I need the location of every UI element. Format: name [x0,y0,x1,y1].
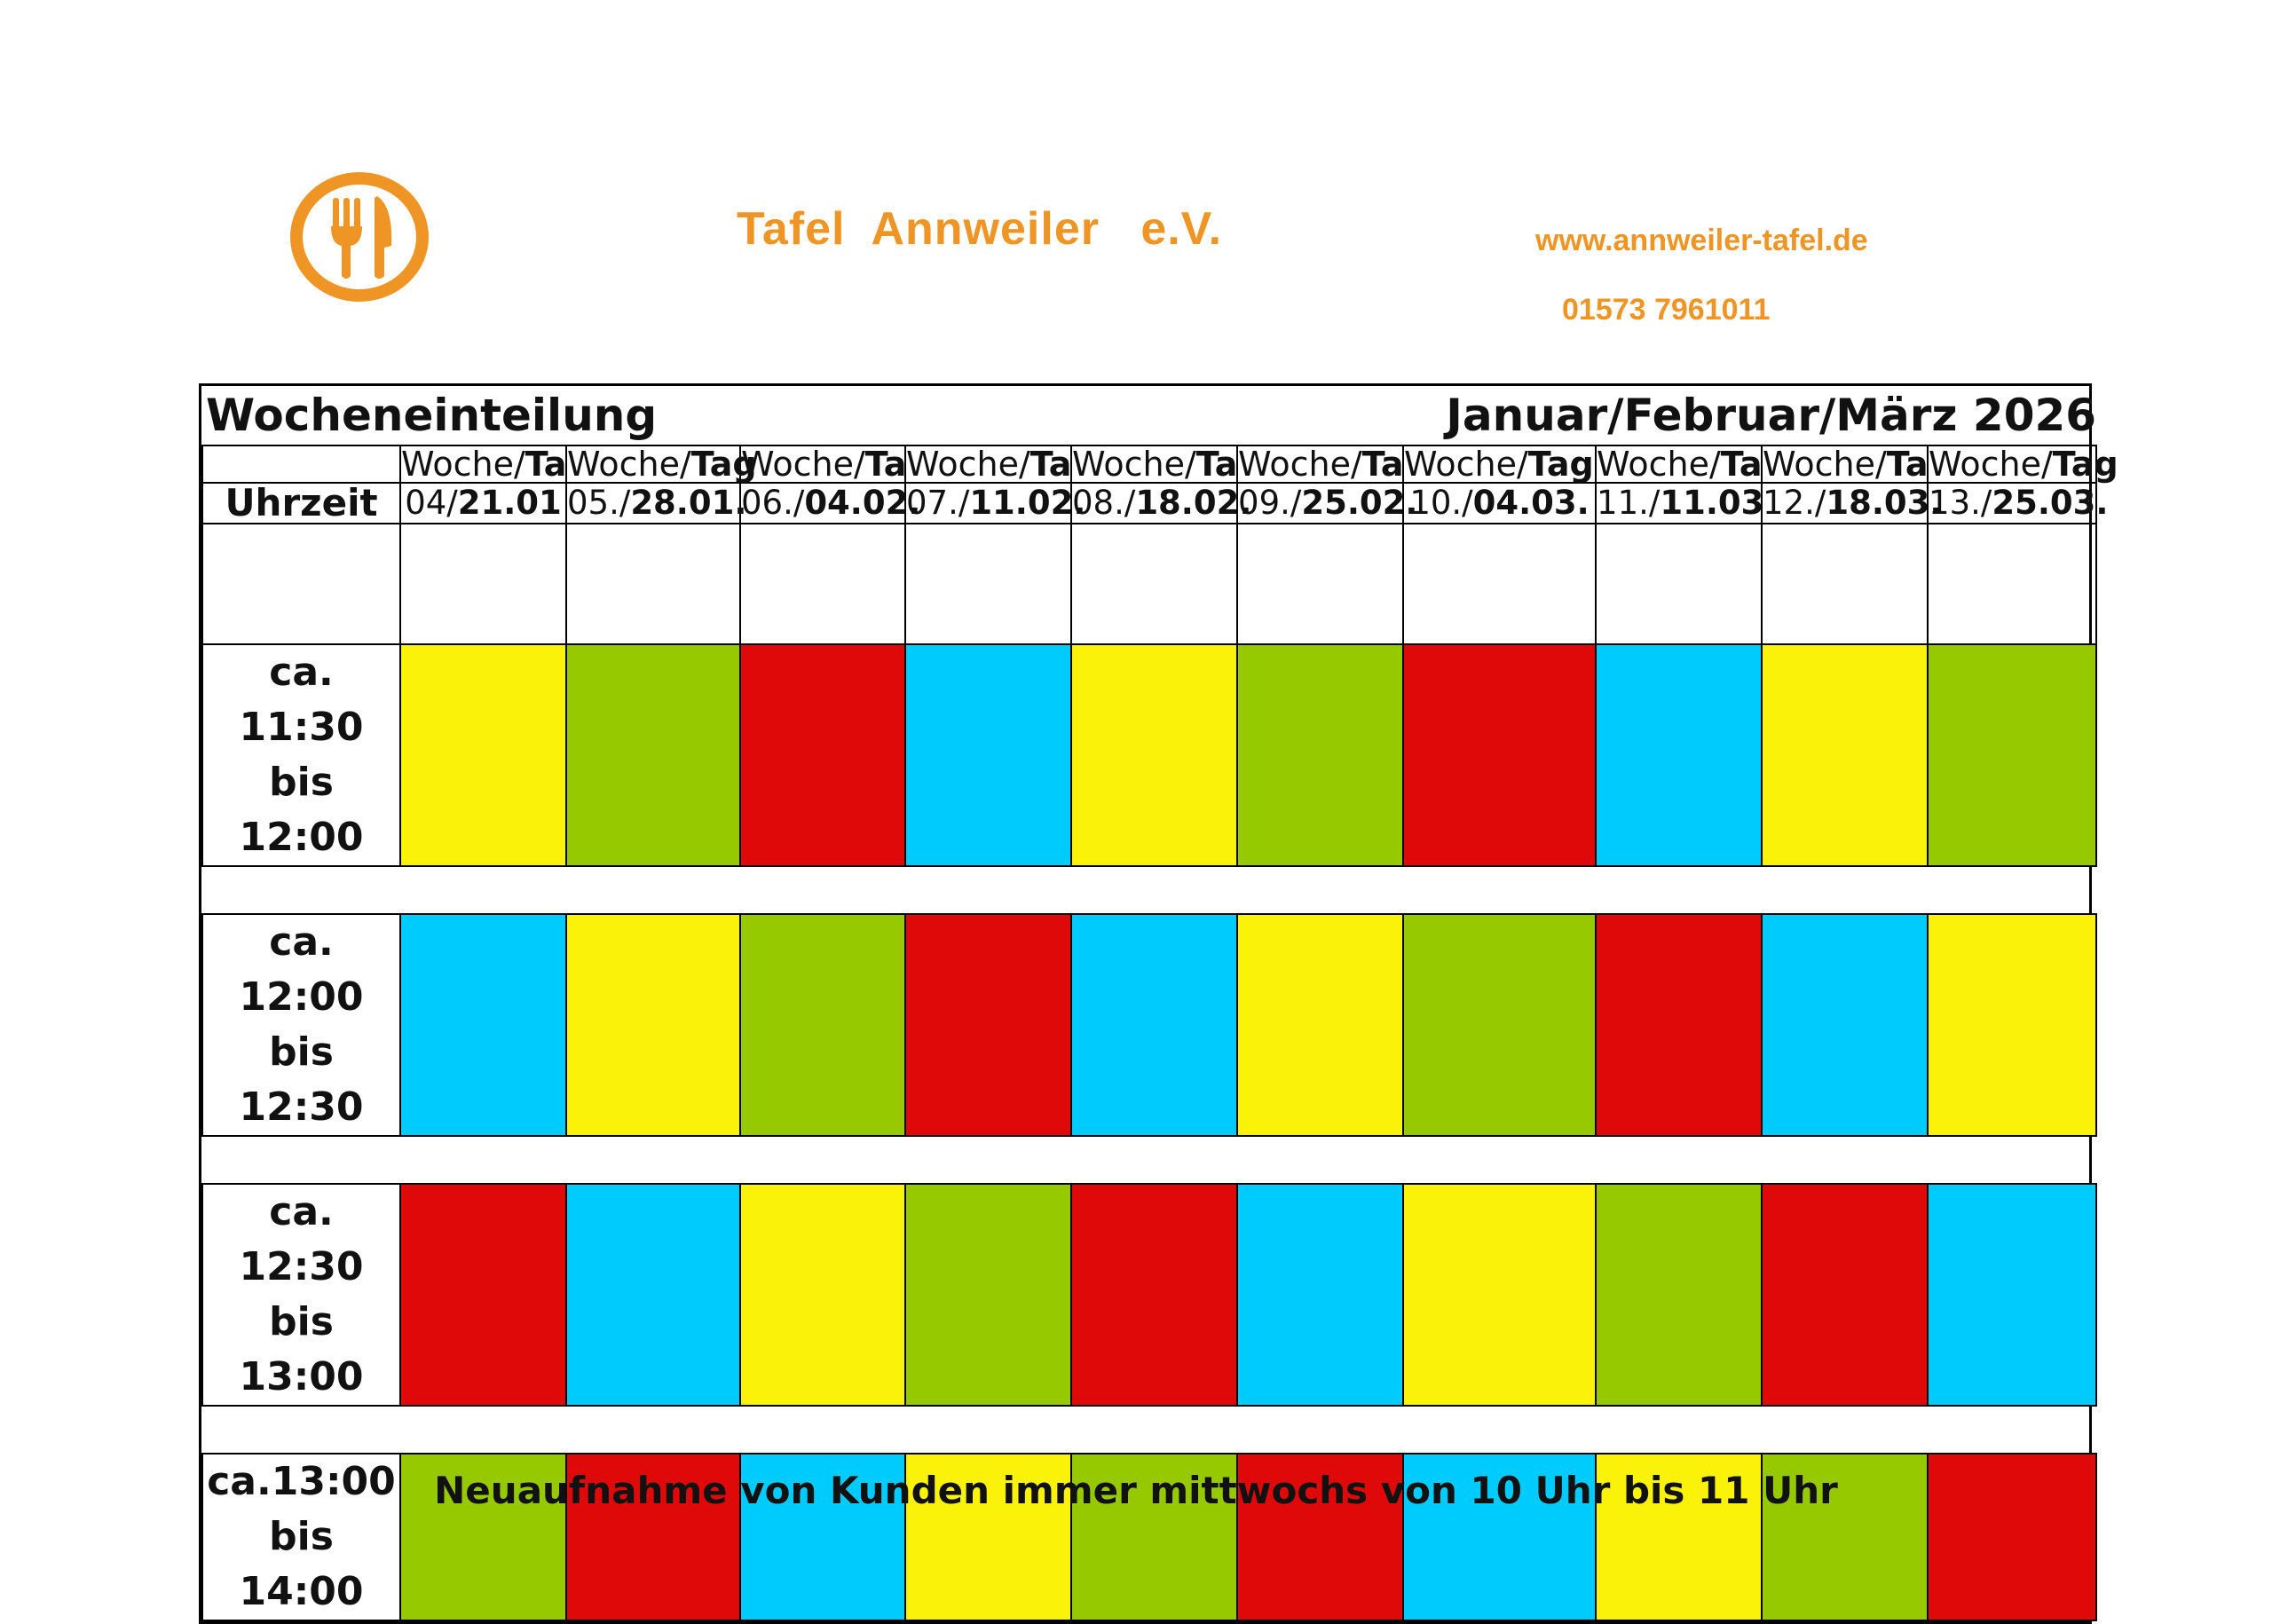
plain-part: 08./ [1072,484,1136,522]
bold-part: Ta [864,445,907,484]
color-cell-red [1071,1184,1237,1406]
plain-part: 07./ [906,484,970,522]
time-slot-label [202,914,400,1136]
spacer-row [202,866,2096,914]
week-date [905,483,1086,524]
plain-part: Woche/ [1929,445,2053,484]
week-label [905,445,1071,483]
week-label-row [202,445,2096,483]
table-title-row [202,386,2096,445]
time-slot-row [202,914,2096,1136]
color-cell-red [1762,1184,1928,1406]
color-cell-blue [1928,1184,2096,1406]
blank-cell [400,524,566,644]
plain-part: Woche/ [1072,445,1196,484]
color-cell-yellow [566,914,740,1136]
bold-part: 21.01 [457,484,562,522]
bold-part: 25.02. [1301,484,1418,522]
plain-part: 12./ [1763,484,1826,522]
week-date [1403,483,1596,524]
time-slot-line: bis [269,1029,334,1075]
time-slot-line: ca. 12:00 [239,919,364,1020]
plain-part: Woche/ [1238,445,1362,484]
week-date [1762,483,1943,524]
color-cell-blue [905,644,1071,866]
week-date [1237,483,1418,524]
plain-part: 05./ [567,484,631,522]
time-slot-line: ca. 11:30 [239,650,364,750]
time-slot-line: 13:00 [239,1354,364,1399]
plain-part: Woche/ [1597,445,1721,484]
bold-part: 25.03. [1992,484,2109,522]
week-label [1403,445,1596,483]
time-slot-label [202,644,400,866]
color-cell-red [1403,644,1596,866]
bold-part: 11.02. [969,484,1086,522]
time-slot-row [202,644,2096,866]
plain-part: Woche/ [567,445,691,484]
blank-cell [740,524,905,644]
plain-part: 11./ [1597,484,1661,522]
week-label [1762,445,1928,483]
color-cell-yellow [740,1184,905,1406]
bold-part: 18.03. [1826,484,1943,522]
week-label [1237,445,1403,483]
spacer-cell [202,866,2096,914]
time-slot-line: bis [269,1299,334,1344]
plain-part: 13./ [1929,484,1992,522]
color-cell-blue [1596,644,1762,866]
plain-part: Woche/ [906,445,1030,484]
color-cell-green [905,1184,1071,1406]
bold-part: 11.03 [1660,484,1764,522]
week-date [740,483,921,524]
week-date [1596,483,1762,524]
color-cell-yellow [1928,914,2096,1136]
plain-part: Woche/ [1763,445,1887,484]
color-cell-yellow [1071,644,1237,866]
blank-cell [1928,524,2096,644]
plain-part: Woche/ [741,445,865,484]
empty-header-cell [202,445,400,483]
color-cell-red [1596,914,1762,1136]
color-cell-red [740,644,905,866]
plain-part: 10./ [1409,484,1473,522]
color-cell-blue [1762,914,1928,1136]
spacer-row [202,1136,2096,1184]
bold-part: Ta [1886,445,1929,484]
week-label [740,445,905,483]
spacer-cell [202,1406,2096,1454]
week-label [1071,445,1237,483]
color-cell-blue [1237,1184,1403,1406]
phone-number: 01573 7961011 [1562,293,1771,327]
time-slot-label [202,1184,400,1406]
week-label [400,445,566,483]
color-cell-yellow [1762,644,1928,866]
color-cell-red [400,1184,566,1406]
week-label [1596,445,1762,483]
bold-part: Ta [525,445,567,484]
week-date [1928,483,2109,524]
organization-name: Tafel Annweiler e.V. [737,203,1223,255]
week-label [566,445,757,484]
spacer-row [202,1406,2096,1454]
blank-cell [905,524,1071,644]
table-period: Januar/Februar/März 2026 [1237,386,2096,445]
week-date [1071,483,1252,524]
week-date [566,483,747,524]
blank-row [202,524,2096,644]
table-title: Wocheneinteilung [202,386,1237,445]
color-cell-red [905,914,1071,1136]
plain-part: 04/ [405,484,458,522]
bold-part: Ta [1195,445,1238,484]
plain-part: 09./ [1238,484,1302,522]
color-cell-green [1237,644,1403,866]
color-cell-green [1928,644,2096,866]
bold-part: Tag [1527,445,1594,484]
week-date [400,483,566,524]
bold-part: 04.02. [804,484,921,522]
time-slot-line: ca. 12:30 [239,1189,364,1289]
bold-part: Tag [690,445,757,484]
blank-cell [1403,524,1596,644]
time-slot-line: bis [269,760,334,805]
color-cell-blue [1071,914,1237,1136]
blank-cell [1596,524,1762,644]
plain-part: Woche/ [401,445,525,484]
color-cell-green [1596,1184,1762,1406]
bold-part: 18.02. [1135,484,1252,522]
fork-knife-icon [288,171,430,303]
blank-cell [1237,524,1403,644]
plain-part: 06./ [741,484,805,522]
color-cell-yellow [1237,914,1403,1136]
time-slot-line: ca.13:00 [207,1459,396,1504]
color-cell-blue [566,1184,740,1406]
date-row [202,483,2096,524]
schedule-table [199,383,2118,1624]
time-slot-line: 14:00 [239,1569,364,1614]
bold-part: 04.03. [1472,484,1590,522]
color-cell-blue [400,914,566,1136]
bold-part: Tag [2052,445,2118,484]
time-slot-line: 12:30 [239,1084,364,1130]
color-cell-yellow [1403,1184,1596,1406]
spacer-cell [202,1136,2096,1184]
time-slot-line: 12:00 [239,815,364,860]
time-slot-row [202,1184,2096,1406]
blank-cell [566,524,740,644]
bold-part: Ta [1720,445,1763,484]
week-label [1928,445,2118,484]
bold-part: Ta [1361,445,1404,484]
website-link[interactable]: www.annweiler-tafel.de [1535,224,1868,257]
bold-part: Ta [1030,445,1072,484]
color-cell-green [1403,914,1596,1136]
blank-cell [1071,524,1237,644]
color-cell-green [566,644,740,866]
intake-note: Neuaufnahme von Kunden immer mittwochs von 10 Uhr bis 11 Uhr [434,1469,1838,1512]
blank-cell [1762,524,1928,644]
time-column-header: Uhrzeit [202,483,400,524]
plain-part: Woche/ [1404,445,1528,484]
bold-part: 28.01. [630,484,747,522]
color-cell-green [740,914,905,1136]
blank-cell [202,524,400,644]
time-slot-line: bis [269,1514,334,1559]
color-cell-yellow [400,644,566,866]
